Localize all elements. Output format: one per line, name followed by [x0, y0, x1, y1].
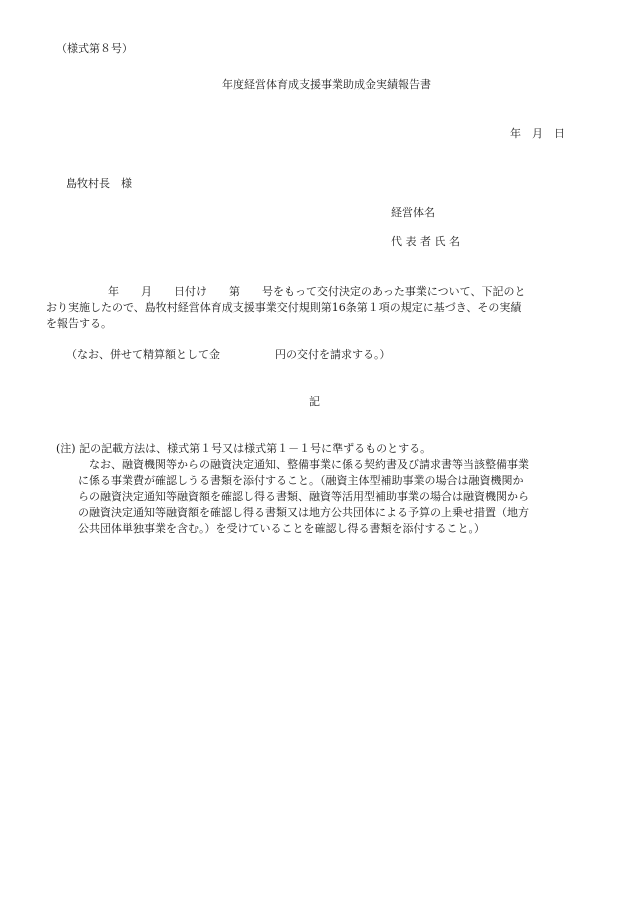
- form-number: （様式第８号）: [56, 42, 133, 55]
- note-line-1: (注) 記の記載方法は、様式第１号又は様式第１－１号に準ずるものとする。: [56, 442, 432, 455]
- representative-name-label: 代 表 者 氏 名: [391, 235, 460, 248]
- note-line-4: らの融資決定通知等融資額を確認し得る書類、融資等活用型補助事業の場合は融資機関から: [78, 490, 529, 503]
- org-name-label: 経営体名: [391, 206, 435, 219]
- ki-heading: 記: [309, 395, 320, 408]
- body-line-1: 年 月 日付け 第 号をもって交付決定のあった事業について、下記のと: [108, 285, 526, 298]
- notes-block: [56, 441, 596, 537]
- addressee: 島牧村長 様: [66, 177, 132, 190]
- body-line-2: おり実施したので、島牧村経営体育成支援事業交付規則第16条第１項の規定に基づき、その実績: [46, 301, 522, 314]
- settlement-request-line: （なお、併せて精算額として金 円の交付を請求する。）: [66, 348, 391, 361]
- note-line-6: 公共団体単独事業を含む。）を受けていることを確認し得る書類を添付すること。）: [78, 522, 485, 535]
- document-title: 年度経営体育成支援事業助成金実績報告書: [222, 78, 431, 91]
- note-line-2: なお、融資機関等からの融資決定通知、整備事業に係る契約書及び請求書等当該整備事業: [89, 458, 529, 471]
- note-line-5: の融資決定通知等融資額を確認し得る書類又は地方公共団体による予算の上乗せ措置（地方: [78, 506, 529, 519]
- report-body: [46, 284, 586, 332]
- body-line-3: を報告する。: [46, 317, 112, 330]
- date-line: 年 月 日: [510, 127, 565, 140]
- note-line-3: に係る事業費が確認しうる書類を添付すること。（融資主体型補助事業の場合は融資機関か: [78, 474, 524, 487]
